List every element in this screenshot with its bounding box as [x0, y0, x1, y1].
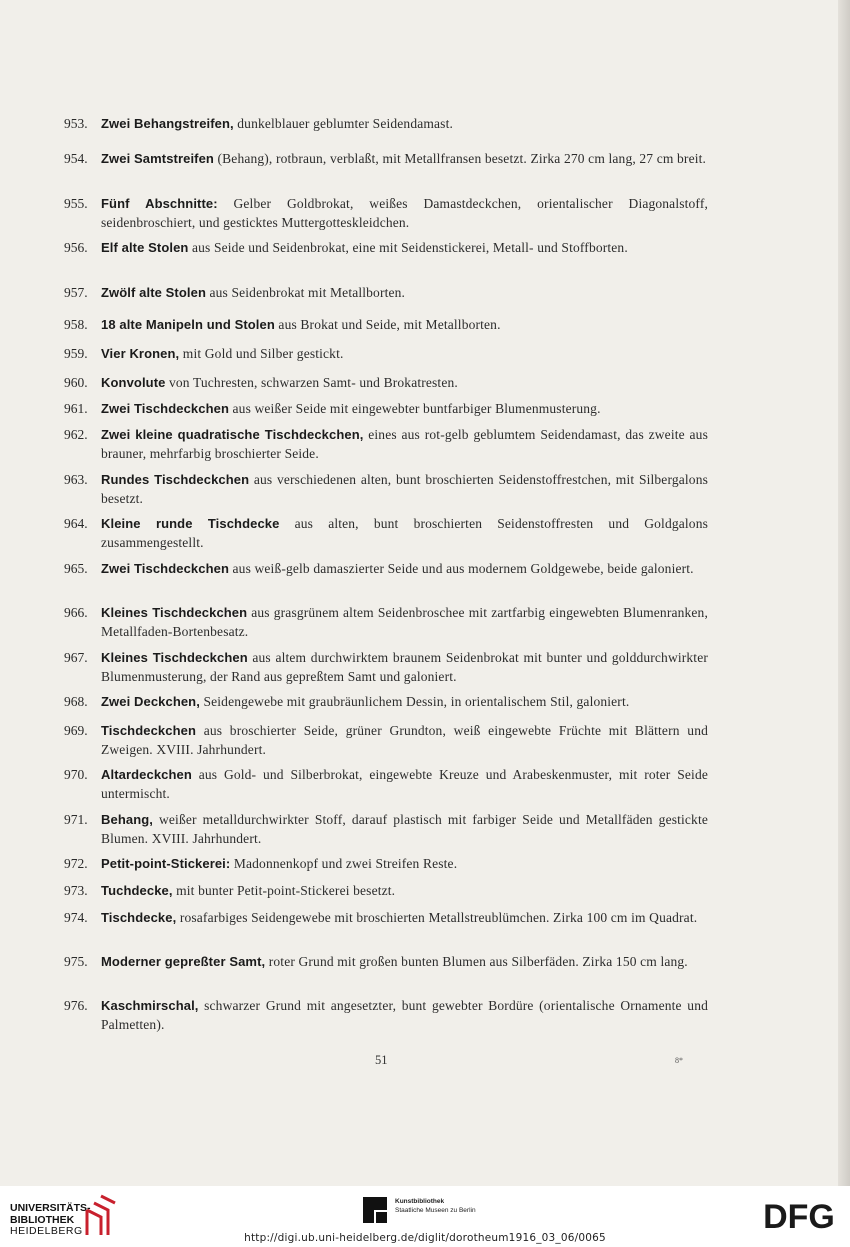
library-line: HEIDELBERG — [10, 1225, 83, 1237]
entry-text: Madonnenkopf und zwei Streifen Reste. — [233, 856, 458, 871]
catalog-entry — [64, 149, 708, 168]
catalog-entry — [64, 996, 708, 1034]
entry-number: 971. — [64, 812, 88, 827]
entry-title: Kleines Tischdeckchen — [101, 605, 248, 620]
entry-title: Zwei kleine quadratische Tischdeckchen, — [101, 427, 364, 442]
entry-number: 970. — [64, 767, 88, 782]
entry-text: (Behang), rotbraun, verblaßt, mit Metallfransen besetzt. Zirka 270 cm lang, 27 cm breit. — [217, 151, 707, 166]
entry-title: Zwei Samtstreifen — [101, 151, 214, 166]
entry-title: Zwölf alte Stolen — [101, 285, 206, 300]
entry-number: 965. — [64, 561, 88, 576]
catalog-entry — [64, 399, 708, 418]
entry-text: Seidengewebe mit graubräunlichem Dessin, in orientalischem Stil, galoniert. — [203, 694, 630, 709]
entry-number: 958. — [64, 317, 88, 332]
catalog-entry — [64, 514, 708, 552]
museum-name[interactable] — [395, 1197, 476, 1215]
entry-number: 968. — [64, 694, 88, 709]
entry-title: Kleines Tischdeckchen — [101, 650, 248, 665]
kunstbibliothek-logo-icon[interactable] — [362, 1196, 388, 1224]
entry-title: Zwei Tischdeckchen — [101, 401, 229, 416]
catalog-entry — [64, 692, 708, 711]
entry-text: aus Seidenbrokat mit Metallborten. — [209, 285, 406, 300]
scan-edge — [838, 0, 850, 1186]
entry-text: schwarzer Grund mit angesetzter, bunt gewebter Bordüre (orientalische Ornamente und Palmetten). — [101, 998, 708, 1032]
entry-number: 969. — [64, 723, 88, 738]
catalog-entry — [64, 114, 708, 133]
entry-title: Kleine runde Tischdecke — [101, 516, 280, 531]
entry-number: 974. — [64, 910, 88, 925]
entry-title: Zwei Deckchen, — [101, 694, 200, 709]
dfg-logo[interactable] — [758, 1198, 840, 1232]
catalog-entry — [64, 238, 708, 257]
entry-number: 953. — [64, 116, 88, 131]
entry-text: aus verschiedenen alten, bunt broschierten Seidenstoffrestchen, mit Silbergalons besetzt. — [101, 472, 708, 506]
catalog-entry — [64, 881, 708, 900]
entry-number: 955. — [64, 196, 88, 211]
entry-title: Kaschmirschal, — [101, 998, 199, 1013]
catalog-entry — [64, 603, 708, 641]
entry-text: roter Grund mit großen bunten Blumen aus Silberfäden. Zirka 150 cm lang. — [268, 954, 688, 969]
entry-title: 18 alte Manipeln und Stolen — [101, 317, 275, 332]
entry-text: dunkelblauer geblumter Seidendamast. — [237, 116, 453, 131]
entry-title: Tuchdecke, — [101, 883, 173, 898]
library-line: BIBLIOTHEK — [10, 1213, 75, 1226]
entry-number: 962. — [64, 427, 88, 442]
entry-text: weißer metalldurchwirkter Stoff, darauf plastisch mit farbiger Seide und Metallfäden gestickte Blumen. XVIII. Jahrhundert. — [101, 812, 708, 846]
catalog-entry — [64, 559, 708, 578]
entry-number: 954. — [64, 151, 88, 166]
entry-text: eines aus rot-gelb geblumtem Seidendamast, das zweite aus brauner, mehrfarbig broschierter Seide. — [101, 427, 708, 461]
catalog-entry — [64, 810, 708, 848]
entry-number: 959. — [64, 346, 88, 361]
catalog-entry — [64, 908, 708, 927]
permalink-url[interactable]: http://digi.ub.uni-heidelberg.de/diglit/dorotheum1916_03_06/0065 — [244, 1232, 606, 1244]
signature-mark: 8* — [675, 1056, 683, 1065]
entry-title: Konvolute — [101, 375, 166, 390]
entry-title: Moderner gepreßter Samt, — [101, 954, 266, 969]
entry-number: 964. — [64, 516, 88, 531]
entry-text: aus broschierter Seide, grüner Grundton, weiß eingewebte Früchte mit Blättern und Zweigen. XVIII. Jahrhundert. — [101, 723, 708, 757]
entry-text: aus weiß-gelb damaszierter Seide und aus modernem Goldgewebe, beide galoniert. — [232, 561, 694, 576]
entry-number: 973. — [64, 883, 88, 898]
entry-number: 956. — [64, 240, 88, 255]
entry-text: aus grasgrünem altem Seidenbroschee mit zartfarbig eingewebten Blumenranken, Metallfaden-Bortenbesatz. — [101, 605, 708, 639]
entry-title: Petit-point-Stickerei: — [101, 856, 231, 871]
entry-number: 976. — [64, 998, 88, 1013]
catalog-entry — [64, 283, 708, 302]
catalog-entry — [64, 425, 708, 463]
catalog-entry — [64, 648, 708, 686]
entry-number: 963. — [64, 472, 88, 487]
entry-text: mit Gold und Silber gestickt. — [182, 346, 344, 361]
entry-number: 961. — [64, 401, 88, 416]
museum-line: Staatliche Museen zu Berlin — [395, 1207, 476, 1214]
catalog-entry — [64, 854, 708, 873]
entry-text: aus weißer Seide mit eingewebter buntfarbiger Blumenmusterung. — [232, 401, 601, 416]
entry-text: mit bunter Petit-point-Stickerei besetzt. — [176, 883, 396, 898]
entry-title: Altardeckchen — [101, 767, 192, 782]
entry-text: von Tuchresten, schwarzen Samt- und Brokatresten. — [168, 375, 458, 390]
catalog-entry — [64, 315, 708, 334]
catalog-entry — [64, 765, 708, 803]
museum-line: Kunstbibliothek — [395, 1198, 445, 1205]
entry-title: Vier Kronen, — [101, 346, 180, 361]
entry-title: Fünf Abschnitte: — [101, 196, 218, 211]
entry-text: aus Brokat und Seide, mit Metallborten. — [278, 317, 501, 332]
entry-text: aus altem durchwirktem braunem Seidenbrokat mit bunter und golddurchwirkter Blumenmusterung, der Rand aus gepreßtem Samt und galoniert. — [101, 650, 708, 684]
entry-number: 966. — [64, 605, 88, 620]
catalog-entry — [64, 373, 708, 392]
catalog-entry — [64, 470, 708, 508]
entry-number: 960. — [64, 375, 88, 390]
page-number: 51 — [375, 1053, 388, 1067]
entry-text: Gelber Goldbrokat, weißes Damastdeckchen, orientalischer Diagonalstoff, seidenbroschiert, und gesticktes Muttergotteskleidchen. — [101, 196, 709, 230]
catalog-entry — [64, 952, 708, 971]
entry-text: aus alten, bunt broschierten Seidenstoffresten und Goldgalons zusammengestellt. — [101, 516, 708, 550]
dfg-text: DFG — [763, 1198, 835, 1232]
entry-title: Behang, — [101, 812, 153, 827]
entry-number: 967. — [64, 650, 88, 665]
entry-title: Zwei Behangstreifen, — [101, 116, 234, 131]
library-line: UNIVERSITÄTS- — [10, 1202, 91, 1214]
entry-number: 975. — [64, 954, 88, 969]
entry-title: Tischdecke, — [101, 910, 177, 925]
catalog-entry — [64, 721, 708, 759]
entry-title: Tischdeckchen — [101, 723, 196, 738]
entry-text: aus Gold- und Silberbrokat, eingewebte Kreuze und Arabeskenmuster, mit roter Seide untermischt. — [101, 767, 708, 801]
entry-number: 957. — [64, 285, 88, 300]
entry-title: Rundes Tischdeckchen — [101, 472, 250, 487]
entry-title: Elf alte Stolen — [101, 240, 189, 255]
entry-number: 972. — [64, 856, 88, 871]
catalog-entry — [64, 344, 708, 363]
entry-text: rosafarbiges Seidengewebe mit broschierten Metallstreublümchen. Zirka 100 cm im Quadrat. — [179, 910, 698, 925]
entry-text: aus Seide und Seidenbrokat, eine mit Seidenstickerei, Metall- und Stoffborten. — [192, 240, 628, 255]
entry-title: Zwei Tischdeckchen — [101, 561, 229, 576]
catalog-entry — [64, 194, 708, 232]
